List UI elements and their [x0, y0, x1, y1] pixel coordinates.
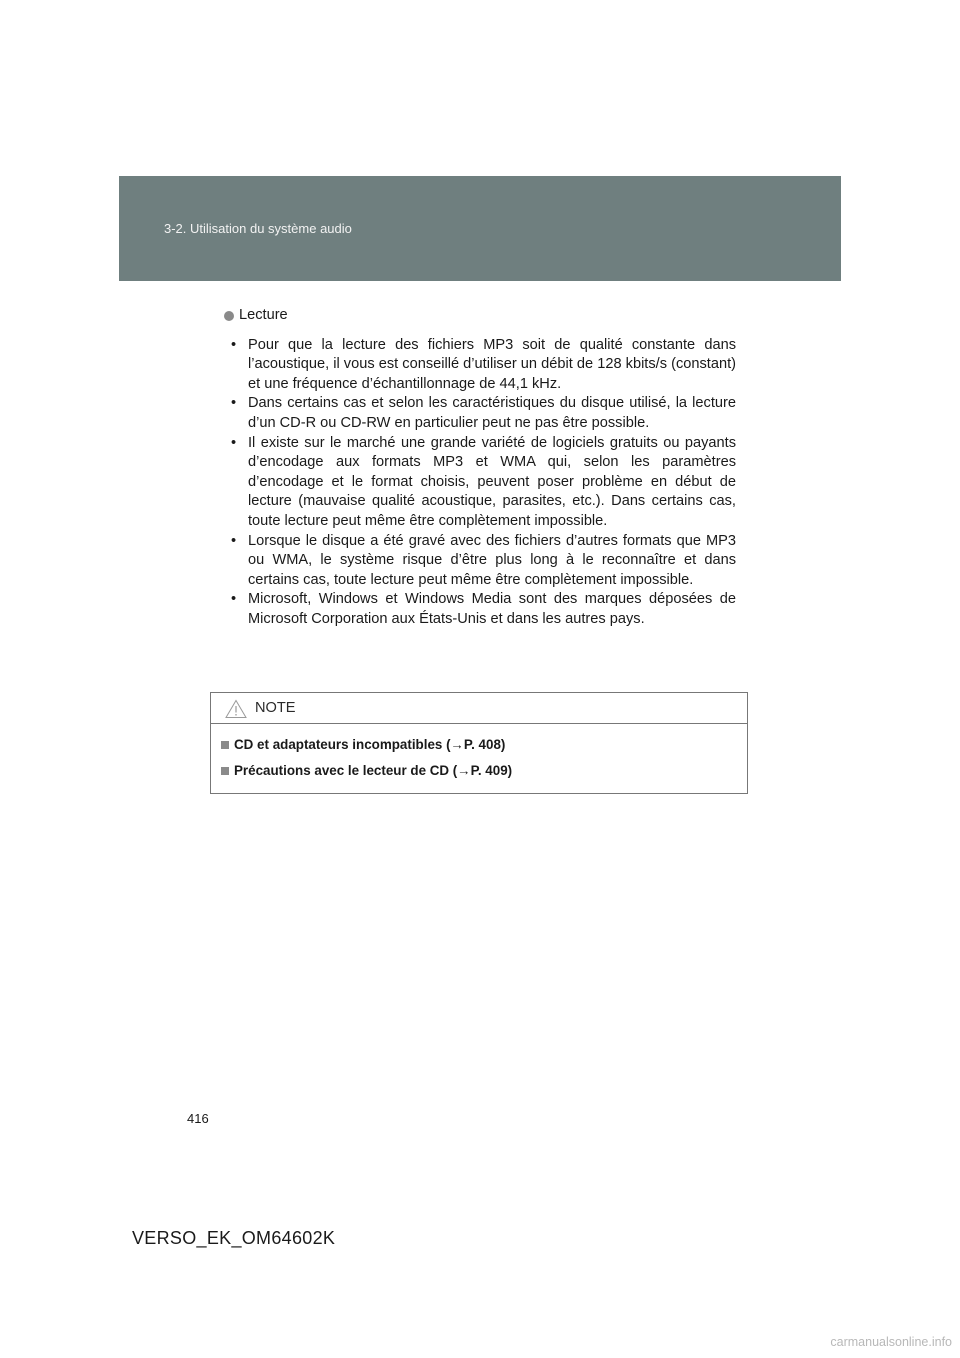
- section-heading: [224, 306, 736, 326]
- bullet-item: • Il existe sur le marché une grande variété de logiciels gratuits ou payants d’encodage aux formats MP3 et WMA qui, selon les paramètres d’encodage et le format choisis, peuvent poser problème en début de lecture (mauvaise qualité acoustique, parasites, etc.). Dans certains cas, toute lecture peut même être complètement impossible.: [224, 434, 736, 532]
- page-number: 416: [187, 1111, 209, 1126]
- bullet-list: [224, 336, 736, 630]
- note-box: [210, 692, 748, 794]
- main-content: [224, 306, 736, 630]
- warning-triangle-icon: [225, 699, 247, 724]
- bullet-item: • Lorsque le disque a été gravé avec des fichiers d’autres formats que MP3 ou WMA, le système risque d’être plus long à le reconnaître et dans certains cas, toute lecture peut même être complètement impossible.: [224, 532, 736, 591]
- bullet-item: • Dans certains cas et selon les caractéristiques du disque utilisé, la lecture d’un CD-R ou CD-RW en particulier peut ne pas être possible.: [224, 394, 736, 433]
- note-items: [211, 724, 747, 778]
- note-item-label: CD et adaptateurs incompatibles (→P. 408): [234, 737, 506, 752]
- note-title: NOTE: [255, 700, 296, 716]
- square-bullet-icon: [221, 767, 229, 775]
- note-item: [221, 763, 747, 778]
- bullet-item: • Pour que la lecture des fichiers MP3 soit de qualité constante dans l’acoustique, il vous est conseillé d’utiliser un débit de 128 kbits/s (constant) et une fréquence d’échantillonnage de 44,1 kHz.: [224, 336, 736, 395]
- circle-bullet-icon: [224, 311, 234, 321]
- section-heading-label: Lecture: [239, 307, 288, 323]
- note-item-label: Précautions avec le lecteur de CD (→P. 409): [234, 763, 513, 778]
- bullet-item: • Microsoft, Windows et Windows Media sont des marques déposées de Microsoft Corporation aux États-Unis et dans les autres pays.: [224, 590, 736, 629]
- section-header-band: [119, 176, 841, 281]
- square-bullet-icon: [221, 741, 229, 749]
- note-item: [221, 737, 747, 752]
- watermark: carmanualsonline.info: [830, 1335, 952, 1349]
- section-header-title: 3-2. Utilisation du système audio: [164, 221, 352, 236]
- document-code: VERSO_EK_OM64602K: [132, 1228, 336, 1248]
- note-header: [211, 693, 747, 724]
